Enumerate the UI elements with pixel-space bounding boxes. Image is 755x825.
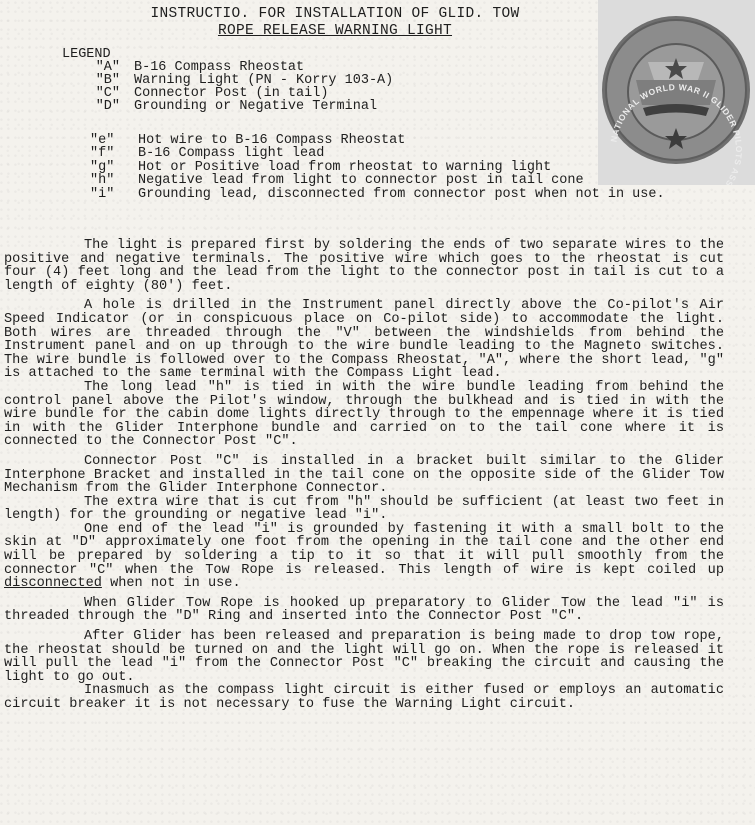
- seal-ring-text: NATIONAL WORLD WAR II GLIDER PILOTS ASS: [608, 81, 745, 185]
- legend-key: "A": [95, 60, 120, 75]
- paragraph-6: [4, 523, 724, 591]
- wire-list: [90, 134, 690, 201]
- wire-item: [90, 174, 690, 187]
- legend-text: B-16 Compass Rheostat: [134, 60, 305, 75]
- wire-item: [90, 134, 690, 147]
- wire-text: Grounding lead, disconnected from connector post when not in use.: [138, 186, 665, 202]
- legend-text: Connector Post (in tail): [134, 86, 329, 101]
- legend-key: "C": [95, 86, 120, 101]
- wire-item: [90, 161, 690, 174]
- legend-block: [62, 48, 393, 113]
- legend-item: [62, 100, 393, 113]
- wire-item: [90, 188, 690, 201]
- paragraph-6-text-a: One end of the lead "i" is grounded by fastening it with a small bolt to the skin at "D" approximately one foot from the opening in the tail cone and the other end will be prepared by soldering a tip to it so that it will pull smoothly from the connector "C" when the Tow Rope is released. This length of wire is kept coiled up: [4, 521, 724, 578]
- wire-key: "f": [90, 146, 115, 162]
- wire-item: [90, 147, 690, 160]
- paragraph-7: When Glider Tow Rope is hooked up preparatory to Glider Tow the lead "i" is threaded through the "D" Ring and inserted into the Connector Post "C".: [4, 595, 724, 625]
- wire-key: "e": [90, 133, 115, 148]
- wire-text: Hot wire to B-16 Compass Rheostat: [138, 133, 406, 148]
- legend-heading: LEGEND: [62, 47, 111, 62]
- paragraph-5: The extra wire that is cut from "h" should be sufficient (at least two feet in length) for the grounding or negative lead "i".: [4, 494, 724, 524]
- paragraph-3: The long lead "h" is tied in with the wire bundle leading from behind the control panel above the Pilot's window, through the bulkhead and is tied in with the wire bundle for the cabin dome lights directly through to the empennage where it is tied in with the Glider Interphone bundle and carried on to the tail cone where it is connected to the Connector Post "C".: [4, 379, 724, 450]
- disconnected-emphasis: disconnected: [4, 576, 102, 592]
- paragraph-9: Inasmuch as the compass light circuit is either fused or employs an automatic circuit breaker it is not necessary to fuse the Warning Light circuit.: [4, 683, 724, 712]
- wire-text: Hot or Positive load from rheostat to warning light: [138, 159, 552, 175]
- wire-text: Negative lead from light to connector post in tail cone: [138, 173, 584, 189]
- legend-text: Warning Light (PN - Korry 103-A): [134, 73, 394, 88]
- wire-key: "i": [90, 186, 115, 202]
- document-title: [125, 6, 545, 40]
- legend-text: Grounding or Negative Terminal: [134, 99, 378, 114]
- paragraph-4: Connector Post "C" is installed in a bracket built similar to the Glider Interphone Bracket and installed in the tail cone on the opposite side of the Glider Tow Mechanism from the Glider Interphone Connector.: [4, 453, 724, 497]
- paragraph-6-text-b: when not in use.: [110, 576, 241, 592]
- paragraph-2: A hole is drilled in the Instrument panel directly above the Co-pilot's Air Speed Indicator (or in conspicuous place on Co-pilot side) to accommodate the light. Both wires are threaded through the "V" between the windshields from behind the Instrument panel and on up through to the wire bundle leading to the Magneto switches. The wire bundle is followed over to the Compass Rheostat, "A", where the short lead, "g" is attached to the same terminal with the Compass Light lead.: [4, 298, 724, 382]
- title-line-1: INSTRUCTIO. FOR INSTALLATION OF GLID. TOW: [150, 6, 520, 22]
- legend-key: "D": [95, 99, 120, 114]
- wire-key: "h": [90, 173, 115, 189]
- title-line-2: ROPE RELEASE WARNING LIGHT: [217, 23, 453, 39]
- paragraph-1: The light is prepared first by soldering the ends of two separate wires to the positive and negative terminals. The positive wire which goes to the rheostat is cut four (4) feet long and the lead from the light to the connector post in tail is cut to a length of eighty (80') feet.: [4, 238, 724, 294]
- wire-key: "g": [90, 159, 115, 175]
- legend-key: "B": [95, 73, 120, 88]
- paragraph-8: After Glider has been released and preparation is being made to drop tow rope, the rheostat should be turned on and the light will go on. When the rope is released it will pull the lead "i" from the Connector Post "C" breaking the circuit and causing the light to go out.: [4, 629, 724, 685]
- instructions-body: [4, 233, 724, 712]
- wire-text: B-16 Compass light lead: [138, 146, 325, 162]
